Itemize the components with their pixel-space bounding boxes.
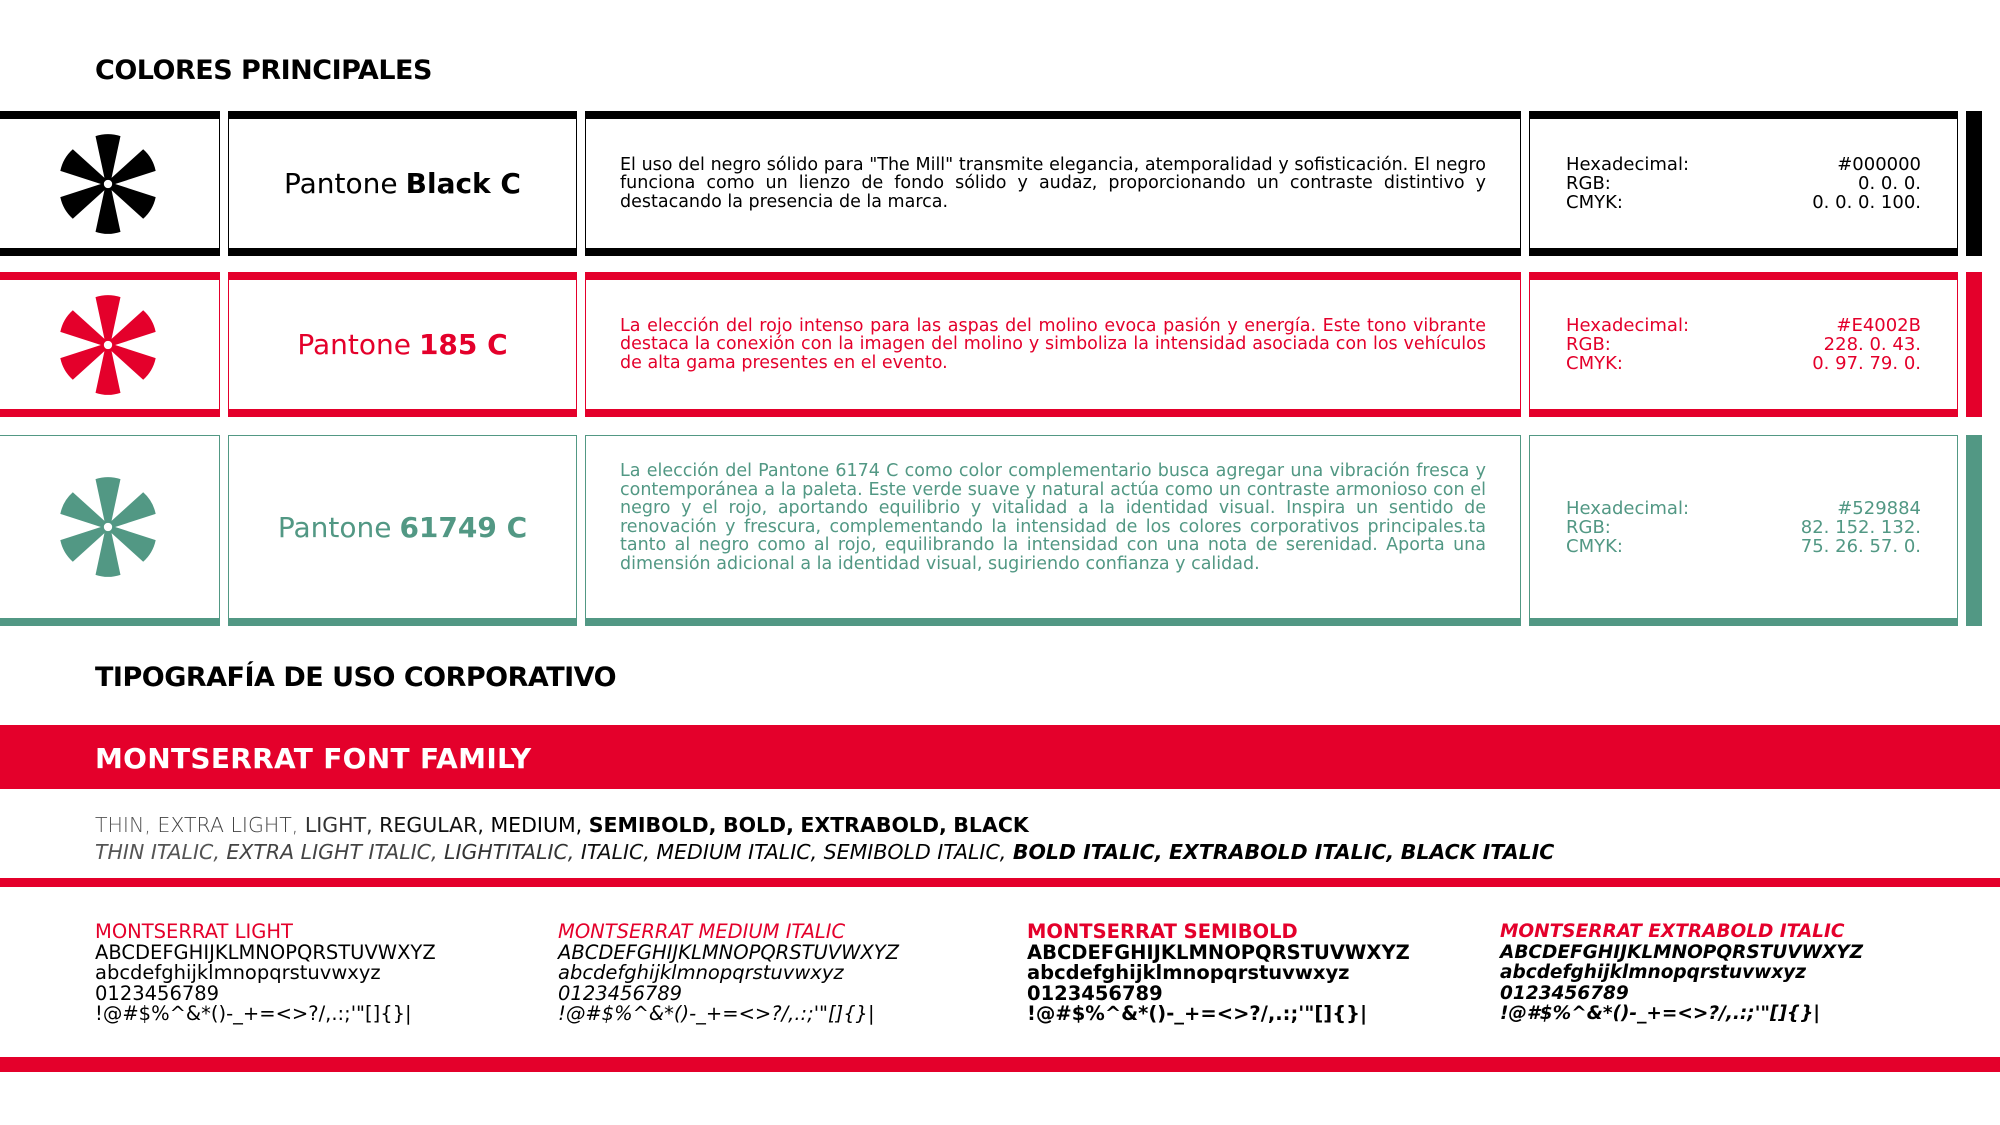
color-description: La elección del Pantone 6174 C como color complementario busca agregar una vibración fresca y contemporánea a la paleta. Este verde suave y natural actúa como un contraste armonioso con el negro y el rojo, aportando equilibrio y vitalidad a la identidad visual. Inspira un sentido de renovación y frescura, complementando la intensidad de los colores corporativos principales.ta tanto al negro como al rojo, equilibrando la intensidad con una nota de serenidad. Aporta una dimensión adicional a la identidad visual, sugiriendo confianza y calidad. <box>620 461 1486 574</box>
specimen-uppercase: ABCDEFGHIJKLMNOPQRSTUVWXYZ <box>95 940 436 964</box>
font-specimen-medium-italic <box>558 922 899 1025</box>
weight-thin-italic: THIN ITALIC, <box>95 840 220 864</box>
weight-extrabold-italic: EXTRABOLD ITALIC, <box>1169 840 1395 864</box>
pantone-name-cell <box>228 435 577 626</box>
pantone-prefix: Pantone <box>277 510 392 544</box>
specimen-name: MONTSERRAT SEMIBOLD <box>1027 920 1298 943</box>
weight-bold: BOLD, <box>722 813 794 837</box>
color-spec-cell <box>1529 272 1958 417</box>
color-icon-cell <box>0 111 220 256</box>
rgb-label: RGB: <box>1566 334 1611 355</box>
specimen-name: MONTSERRAT EXTRABOLD ITALIC <box>1500 921 1845 942</box>
weight-bold-italic: BOLD ITALIC, <box>1012 840 1163 864</box>
weights-italic-list <box>95 840 1554 864</box>
cmyk-label: CMYK: <box>1566 192 1623 213</box>
weight-medium: MEDIUM, <box>490 813 583 837</box>
weight-italic: ITALIC, <box>580 840 650 864</box>
rgb-value: 0. 0. 0. <box>1858 173 1921 194</box>
hex-label: Hexadecimal: <box>1566 315 1690 336</box>
specimen-name: MONTSERRAT MEDIUM ITALIC <box>558 920 846 943</box>
weight-medium-italic: MEDIUM ITALIC, <box>656 840 818 864</box>
specimen-uppercase: ABCDEFGHIJKLMNOPQRSTUVWXYZ <box>1500 941 1864 963</box>
color-description: La elección del rojo intenso para las aspas del molino evoca pasión y energía. Este tono vibrante destaca la conexión con la imagen del molino y simboliza la intensidad asociada con los vehículos de alta gama presentes en el evento. <box>620 315 1486 373</box>
specimen-lowercase: abcdefghijklmnopqrstuvwxyz <box>95 961 381 984</box>
specimen-lowercase: abcdefghijklmnopqrstuvwxyz <box>558 961 844 984</box>
color-swatch-bar <box>1966 272 1982 417</box>
specimen-lowercase: abcdefghijklmnopqrstuvwxyz <box>1027 961 1350 984</box>
color-description-cell <box>585 435 1521 626</box>
cmyk-value: 0. 97. 79. 0. <box>1812 353 1921 374</box>
weight-extrabold: EXTRABOLD, <box>800 813 947 837</box>
hex-label: Hexadecimal: <box>1566 154 1690 175</box>
specimen-name: MONTSERRAT LIGHT <box>95 920 293 943</box>
hex-value: #000000 <box>1837 154 1921 175</box>
weight-light-italic: LIGHTITALIC, <box>444 840 575 864</box>
weight-semibold-italic: SEMIBOLD ITALIC, <box>823 840 1007 864</box>
pantone-code: 185 C <box>418 328 508 361</box>
windmill-icon <box>56 132 160 236</box>
specimen-symbols: !@#$%^&*()-_+=<>?/,.:;'"[]{}| <box>1027 1002 1368 1025</box>
color-description: El uso del negro sólido para "The Mill" transmite elegancia, atemporalidad y sofisticación. El negro funciona como un lienzo de fondo sólido y audaz, proporcionando un contraste distintivo y destacando la presencia de la marca. <box>620 154 1486 212</box>
hex-value: #E4002B <box>1836 315 1921 336</box>
color-description-cell <box>585 111 1521 256</box>
pantone-name-cell <box>228 111 577 256</box>
hex-value: #529884 <box>1837 497 1921 519</box>
weight-black-italic: BLACK ITALIC <box>1400 840 1555 864</box>
rgb-value: 228. 0. 43. <box>1823 334 1921 355</box>
font-specimen-extrabold-italic <box>1500 922 1863 1025</box>
specimen-uppercase: ABCDEFGHIJKLMNOPQRSTUVWXYZ <box>1027 940 1410 964</box>
specimen-digits: 0123456789 <box>558 981 683 1005</box>
color-spec-cell <box>1529 111 1958 256</box>
color-icon-cell <box>0 435 220 626</box>
specimen-digits: 0123456789 <box>1500 982 1629 1004</box>
windmill-icon <box>56 293 160 397</box>
pantone-prefix: Pantone <box>297 328 411 361</box>
bottom-bar <box>0 1057 2000 1072</box>
divider-line <box>0 878 2000 887</box>
color-icon-cell <box>0 272 220 417</box>
rgb-label: RGB: <box>1566 516 1611 538</box>
weight-regular: REGULAR, <box>379 813 484 837</box>
cmyk-label: CMYK: <box>1566 353 1623 374</box>
color-description-cell <box>585 272 1521 417</box>
font-family-name: MONTSERRAT FONT FAMILY <box>95 742 532 775</box>
color-swatch-bar <box>1966 111 1982 256</box>
color-swatch-bar <box>1966 435 1982 626</box>
weight-extra-light-italic: EXTRA LIGHT ITALIC, <box>226 840 438 864</box>
specimen-symbols: !@#$%^&*()-_+=<>?/,.:;'"[]{}| <box>95 1002 412 1025</box>
specimen-digits: 0123456789 <box>95 981 220 1005</box>
weight-thin: THIN, <box>95 813 151 837</box>
cmyk-value: 75. 26. 57. 0. <box>1800 535 1921 557</box>
specimen-digits: 0123456789 <box>1027 981 1163 1005</box>
hex-label: Hexadecimal: <box>1566 497 1690 519</box>
specimen-symbols: !@#$%^&*()-_+=<>?/,.:;'"[]{}| <box>558 1002 875 1025</box>
weight-extra-light: EXTRA LIGHT, <box>157 813 299 837</box>
specimen-uppercase: ABCDEFGHIJKLMNOPQRSTUVWXYZ <box>558 940 900 964</box>
specimen-lowercase: abcdefghijklmnopqrstuvwxyz <box>1500 962 1806 983</box>
windmill-icon <box>56 475 160 579</box>
rgb-label: RGB: <box>1566 173 1611 194</box>
cmyk-value: 0. 0. 0. 100. <box>1812 192 1921 213</box>
pantone-prefix: Pantone <box>284 167 398 200</box>
weight-light: LIGHT, <box>304 813 373 837</box>
pantone-name-cell <box>228 272 577 417</box>
typography-section-title: TIPOGRAFÍA DE USO CORPORATIVO <box>95 662 617 693</box>
rgb-value: 82. 152. 132. <box>1800 516 1921 538</box>
weight-black: BLACK <box>953 813 1029 837</box>
specimen-symbols: !@#$%^&*()-_+=<>?/,.:;'"[]{}| <box>1500 1003 1821 1024</box>
colors-section-title: COLORES PRINCIPALES <box>95 55 432 86</box>
weights-upright-list <box>95 813 1029 837</box>
cmyk-label: CMYK: <box>1566 535 1623 557</box>
pantone-code: 61749 C <box>399 510 528 544</box>
font-family-banner <box>0 725 2000 789</box>
color-spec-cell <box>1529 435 1958 626</box>
font-specimen-light <box>95 922 436 1025</box>
font-specimen-semibold <box>1027 922 1410 1025</box>
pantone-code: Black C <box>405 167 521 200</box>
weight-semibold: SEMIBOLD, <box>588 813 717 837</box>
